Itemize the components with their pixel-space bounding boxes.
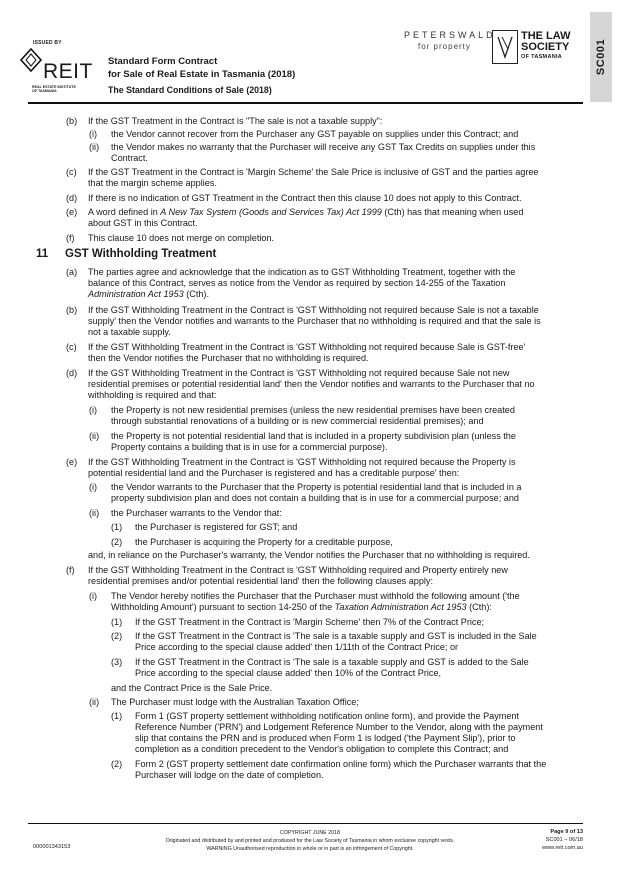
clause-label: (ii) bbox=[89, 697, 100, 707]
clause-text: Price according to the special clause added' then 10% of the Contract Price, bbox=[135, 668, 442, 678]
law-society-line3: OF TASMANIA bbox=[521, 54, 563, 60]
clause-text: the Purchaser is registered for GST; and bbox=[135, 522, 298, 532]
clause-text: property subdivision plan and does not contain a building that is in use for a commercial purpose; and bbox=[111, 493, 519, 503]
form-code-label: SC001 bbox=[595, 38, 608, 76]
clause-text: potential residential land and the Purchaser is registered and has a creditable purpose' then: bbox=[88, 468, 460, 478]
clause-label: (ii) bbox=[89, 508, 100, 518]
clause-text: the Purchaser warrants to the Vendor that: bbox=[111, 508, 282, 518]
peterswald-tagline: for property bbox=[418, 42, 471, 51]
clause-text: If the GST Treatment in the Contract is 'Margin Scheme' the Sale Price is inclusive of GST and the parties agree bbox=[88, 167, 539, 177]
clause-text: Withholding Amount') pursuant to section 14-250 of the Taxation Administration Act 1953 (Cth): bbox=[111, 602, 492, 612]
clause-text: Form 1 (GST property settlement withholding notification online form), and provide the Payment bbox=[135, 711, 519, 721]
clause-11-e-tail: and, in reliance on the Purchaser's warranty, the Vendor notifies the Purchaser that no withholding is required. bbox=[88, 550, 530, 560]
clause-label: (b) bbox=[66, 116, 78, 126]
clause-label: (ii) bbox=[89, 142, 100, 152]
reit-diamond-icon bbox=[20, 48, 42, 72]
clause-text: through substantial renovations of a building or is new commercial residential premises); and bbox=[111, 416, 484, 426]
clause-text: the Vendor warrants to the Purchaser that the Property is potential residential land that is included in a bbox=[111, 482, 522, 492]
copyright-warning-line: WARNING Unauthorised reproduction in whole or in part is an infringement of Copyright. bbox=[206, 846, 414, 852]
clause-label: (i) bbox=[89, 482, 98, 492]
clause-text: If the GST Treatment in the Contract is "The sale is not a taxable supply": bbox=[88, 116, 383, 126]
clause-text: The parties agree and acknowledge that the indication as to GST Withholding Treatment, together with the bbox=[88, 267, 516, 277]
clause-text: the Property is not potential residential land that is included in a property subdivision plan (unless the bbox=[111, 431, 516, 441]
clause-label: (2) bbox=[111, 631, 123, 641]
clause-label: (c) bbox=[66, 342, 77, 352]
clause-text: Reference Number ('PRN') and Lodgement Reference Number to the Vendor, along with the payment bbox=[135, 722, 543, 732]
clause-text: balance of this Contract, serves as notice from the Vendor as required by section 14-255 of the Taxation bbox=[88, 278, 506, 288]
reit-subtitle bbox=[32, 85, 76, 94]
clause-label: (1) bbox=[111, 617, 123, 627]
form-version: SC001 – 06/18 bbox=[545, 836, 583, 843]
clause-text: not a taxable supply. bbox=[88, 327, 171, 337]
copyright-line: COPYRIGHT JUNE 2018 bbox=[280, 830, 340, 836]
contract-subtitle: The Standard Conditions of Sale (2018) bbox=[108, 85, 272, 95]
reit-sub-line2: OF TASMANIA bbox=[32, 89, 57, 94]
clause-label: (i) bbox=[89, 591, 98, 601]
clause-text: that the margin scheme applies. bbox=[88, 178, 217, 188]
clause-text: slip that contains the PRN and is produced when Form 1 is lodged ('the Payment Slip'), prior to bbox=[135, 733, 516, 743]
reit-sub-line1: REAL ESTATE INSTITUTE bbox=[32, 85, 76, 89]
contract-title-line2: for Sale of Real Estate in Tasmania (2018) bbox=[108, 69, 296, 80]
clause-text: If the GST Treatment in the Contract is 'The sale is a taxable supply and GST is added to the Sale bbox=[135, 657, 529, 667]
clause-text: The Purchaser must lodge with the Australian Taxation Office; bbox=[111, 697, 359, 707]
clause-label: (2) bbox=[111, 537, 123, 547]
clause-text: If the GST Treatment in the Contract is 'Margin Scheme' then 7% of the Contract Price; bbox=[135, 617, 485, 627]
clause-text: the Property is not new residential premises (unless the new residential premises have been created bbox=[111, 405, 515, 415]
clause-text: about GST in this Contract. bbox=[88, 218, 198, 228]
clause-text: If the GST Withholding Treatment in the Contract is 'GST Withholding required and Property entirely new bbox=[88, 565, 508, 575]
law-society-line2: SOCIETY bbox=[521, 41, 570, 53]
clause-text: If the GST Withholding Treatment in the Contract is 'GST Withholding not required because Sale is not a taxable bbox=[88, 305, 539, 315]
clause-text: the Vendor cannot recover from the Purchaser any GST payable on supplies under this Contract; and bbox=[111, 129, 519, 139]
clause-text: The Vendor hereby notifies the Purchaser that the Purchaser must withhold the following amount ('the bbox=[111, 591, 520, 601]
clause-text: completion as a condition precedent to the Vendor's obligation to complete this Contract; and bbox=[135, 744, 509, 754]
clause-text: then the Vendor notifies the Purchaser that no withholding is required. bbox=[88, 353, 369, 363]
clause-label: (a) bbox=[66, 267, 78, 277]
clause-text: Administration Act 1953 (Cth). bbox=[88, 289, 209, 299]
law-society-line1: THE LAW bbox=[521, 30, 571, 42]
clause-label: (d) bbox=[66, 368, 78, 378]
issued-by-label: ISSUED BY bbox=[33, 40, 62, 46]
footer-page-info bbox=[480, 829, 583, 852]
clause-label: (c) bbox=[66, 167, 77, 177]
document-number: 000001343153 bbox=[33, 844, 71, 850]
law-society-emblem-icon bbox=[492, 30, 518, 64]
clause-label: (e) bbox=[66, 457, 78, 467]
clause-label: (f) bbox=[66, 233, 75, 243]
header-divider bbox=[28, 102, 583, 104]
footer-divider bbox=[28, 823, 583, 824]
reit-logo-text: REIT bbox=[43, 60, 93, 83]
clause-label: (1) bbox=[111, 711, 123, 721]
clause-text: Price according to the special clause added' then 1/11th of the Contract Price; or bbox=[135, 642, 459, 652]
clause-text: If the GST Withholding Treatment in the Contract is 'GST Withholding not required because Sale is GST-free' bbox=[88, 342, 526, 352]
clause-text: withholding is required and that: bbox=[88, 390, 217, 400]
clause-label: (i) bbox=[89, 129, 98, 139]
clause-text: If the GST Treatment in the Contract is 'The sale is a taxable supply and GST is included in the Sale bbox=[135, 631, 537, 641]
clause-text: A word defined in A New Tax System (Goods and Services Tax) Act 1999 (Cth) has that meaning when used bbox=[88, 207, 524, 217]
clause-text: Purchaser will lodge on the date of completion. bbox=[135, 770, 324, 780]
contract-title-line1: Standard Form Contract bbox=[108, 56, 218, 67]
clause-text: residential premises or potential residential land' then the Vendor notifies and warrants to the Purchaser that no bbox=[88, 379, 535, 389]
clause-label: (e) bbox=[66, 207, 78, 217]
clause-label: (1) bbox=[111, 522, 123, 532]
clause-number: 11 bbox=[36, 248, 49, 260]
clause-text: If the GST Withholding Treatment in the Contract is 'GST Withholding not required because Sale not new bbox=[88, 368, 510, 378]
clause-text: residential premises and/or potential residential land' then the following clauses apply: bbox=[88, 576, 433, 586]
clause-text: If the GST Withholding Treatment in the Contract is 'GST Withholding not required because the Property is bbox=[88, 457, 516, 467]
clause-text: If there is no indication of GST Treatment in the Contract then this clause 10 does not apply to this Contract. bbox=[88, 193, 522, 203]
clause-text: the Vendor makes no warranty that the Purchaser will receive any GST Tax Credits on supplies under this bbox=[111, 142, 536, 152]
clause-title: GST Withholding Treatment bbox=[65, 248, 217, 260]
clause-text: This clause 10 does not merge on completion. bbox=[88, 233, 275, 243]
clause-label: (2) bbox=[111, 759, 123, 769]
clause-label: (d) bbox=[66, 193, 78, 203]
clause-label: (b) bbox=[66, 305, 78, 315]
clause-text: Property contains a building that is in use for a commercial purpose). bbox=[111, 442, 388, 452]
page-number: Page 9 of 13 bbox=[550, 829, 583, 835]
footer-copyright bbox=[150, 829, 470, 853]
copyright-vesting-line: Originated and distributed by and printed and produced for the Law Society of Tasmania in whom exclusive copyright vests. bbox=[165, 838, 455, 844]
clause-label: (ii) bbox=[89, 431, 100, 441]
peterswald-logo: PETERSWALD bbox=[404, 30, 496, 40]
clause-text: the Purchaser is acquiring the Property for a creditable purpose, bbox=[135, 537, 393, 547]
clause-label: (i) bbox=[89, 405, 98, 415]
clause-text: supply' then the Vendor notifies and warrants to the Purchaser that no withholding is required and that the sale is bbox=[88, 316, 541, 326]
clause-text: Contract. bbox=[111, 153, 148, 163]
clause-label: (3) bbox=[111, 657, 123, 667]
website-link[interactable]: www.reit.com.au bbox=[541, 844, 583, 851]
clause-label: (f) bbox=[66, 565, 75, 575]
clause-11-f-i-tail: and the Contract Price is the Sale Price. bbox=[111, 683, 273, 693]
clause-text: Form 2 (GST property settlement date confirmation online form) which the Purchaser warrants that the bbox=[135, 759, 547, 769]
